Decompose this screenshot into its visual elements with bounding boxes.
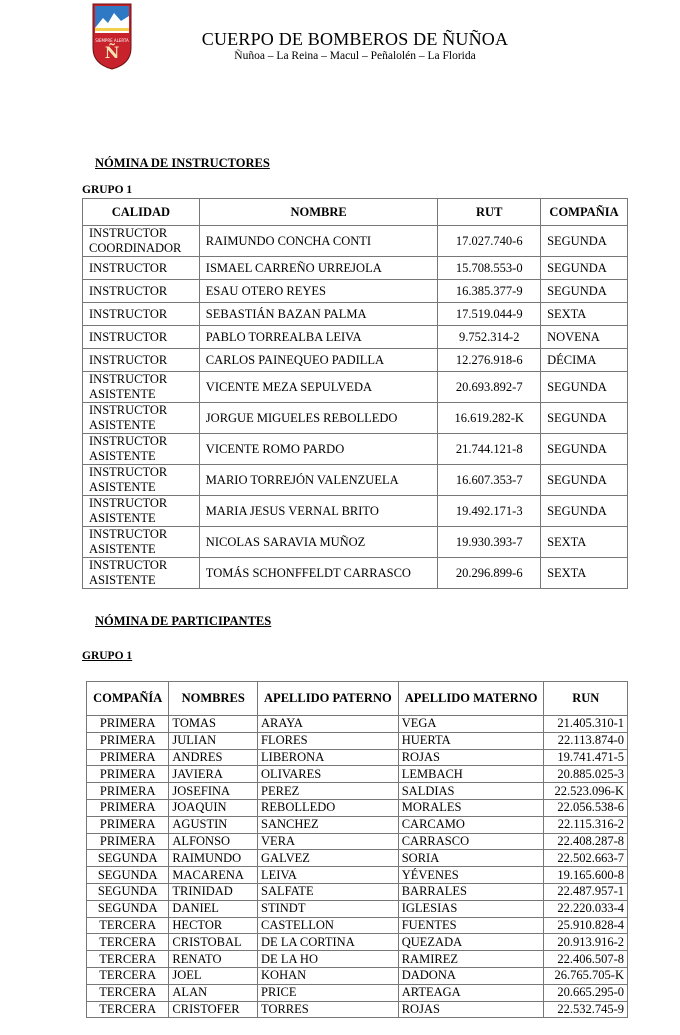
- column-header-rut: RUT: [438, 199, 541, 226]
- cell-nombres: JULIAN: [169, 732, 258, 749]
- cell-nombres: RAIMUNDO: [169, 850, 258, 867]
- cell-compania: SEXTA: [541, 558, 628, 589]
- cell-materno: HUERTA: [398, 732, 544, 749]
- table-row: [87, 716, 628, 733]
- cell-run: 22.502.663-7: [544, 850, 628, 867]
- table-row: [87, 867, 628, 884]
- cell-materno: SORIA: [398, 850, 544, 867]
- cell-compania: PRIMERA: [87, 783, 169, 800]
- cell-run: 20.885.025-3: [544, 766, 628, 783]
- cell-materno: ARTEAGA: [398, 984, 544, 1001]
- cell-paterno: GALVEZ: [258, 850, 399, 867]
- cell-compania: SEGUNDA: [541, 226, 628, 257]
- cell-rut: 16.619.282-K: [438, 403, 541, 434]
- cell-materno: SALDIAS: [398, 783, 544, 800]
- cell-rut: 17.519.044-9: [438, 303, 541, 326]
- column-header-run: RUN: [544, 682, 628, 716]
- cell-compania: SEGUNDA: [541, 496, 628, 527]
- table-row: [87, 900, 628, 917]
- cell-compania: NOVENA: [541, 326, 628, 349]
- table-row: [87, 951, 628, 968]
- cell-run: 19.165.600-8: [544, 867, 628, 884]
- table-row: [83, 465, 628, 496]
- cell-calidad: INSTRUCTOR ASISTENTE: [83, 403, 200, 434]
- column-header-nombre: NOMBRE: [199, 199, 438, 226]
- cell-nombre: NICOLAS SARAVIA MUÑOZ: [199, 527, 438, 558]
- cell-run: 22.115.316-2: [544, 816, 628, 833]
- cell-calidad: INSTRUCTOR: [83, 326, 200, 349]
- participants-heading: NÓMINA DE PARTICIPANTES: [95, 614, 272, 628]
- table-row: [87, 850, 628, 867]
- cell-nombres: JOSEFINA: [169, 783, 258, 800]
- cell-nombres: MACARENA: [169, 867, 258, 884]
- cell-nombres: ALFONSO: [169, 833, 258, 850]
- cell-compania: SEGUNDA: [541, 403, 628, 434]
- cell-run: 19.741.471-5: [544, 749, 628, 766]
- cell-paterno: LIBERONA: [258, 749, 399, 766]
- column-header-calidad: CALIDAD: [83, 199, 200, 226]
- cell-materno: CARRASCO: [398, 833, 544, 850]
- cell-run: 21.405.310-1: [544, 716, 628, 733]
- cell-run: 22.406.507-8: [544, 951, 628, 968]
- cell-compania: SEXTA: [541, 527, 628, 558]
- cell-nombre: SEBASTIÁN BAZAN PALMA: [199, 303, 438, 326]
- instructors-group-label: GRUPO 1: [82, 184, 133, 196]
- column-header-compania: COMPAÑIA: [541, 199, 628, 226]
- cell-materno: QUEZADA: [398, 934, 544, 951]
- table-header-row: [87, 682, 628, 716]
- cell-calidad: INSTRUCTOR COORDINADOR: [83, 226, 200, 257]
- cell-nombres: AGUSTIN: [169, 816, 258, 833]
- table-row: [83, 372, 628, 403]
- cell-materno: LEMBACH: [398, 766, 544, 783]
- cell-run: 22.056.538-6: [544, 799, 628, 816]
- cell-rut: 16.607.353-7: [438, 465, 541, 496]
- cell-compania: SEGUNDA: [87, 883, 169, 900]
- cell-paterno: REBOLLEDO: [258, 799, 399, 816]
- table-row: [87, 749, 628, 766]
- cell-paterno: PRICE: [258, 984, 399, 1001]
- cell-compania: SEGUNDA: [541, 434, 628, 465]
- table-row: [83, 403, 628, 434]
- table-row: [83, 257, 628, 280]
- cell-rut: 9.752.314-2: [438, 326, 541, 349]
- cell-compania: PRIMERA: [87, 716, 169, 733]
- cell-paterno: SALFATE: [258, 883, 399, 900]
- table-row: [87, 799, 628, 816]
- cell-nombres: TRINIDAD: [169, 883, 258, 900]
- cell-run: 22.523.096-K: [544, 783, 628, 800]
- cell-run: 20.665.295-0: [544, 984, 628, 1001]
- cell-calidad: INSTRUCTOR ASISTENTE: [83, 558, 200, 589]
- cell-compania: SEGUNDA: [541, 465, 628, 496]
- table-row: [83, 434, 628, 465]
- cell-compania: TERCERA: [87, 951, 169, 968]
- table-row: [83, 558, 628, 589]
- cell-nombres: ALAN: [169, 984, 258, 1001]
- cell-run: 25.910.828-4: [544, 917, 628, 934]
- cell-nombre: JORGUE MIGUELES REBOLLEDO: [199, 403, 438, 434]
- cell-calidad: INSTRUCTOR ASISTENTE: [83, 372, 200, 403]
- page-title: CUERPO DE BOMBEROS DE ÑUÑOA: [201, 29, 509, 49]
- instructors-heading: NÓMINA DE INSTRUCTORES: [95, 156, 270, 170]
- cell-rut: 17.027.740-6: [438, 226, 541, 257]
- cell-paterno: KOHAN: [258, 967, 399, 984]
- svg-text:SIEMPRE ALERTA: SIEMPRE ALERTA: [95, 38, 129, 43]
- table-row: [87, 766, 628, 783]
- cell-compania: SEGUNDA: [87, 867, 169, 884]
- fire-department-shield-logo: [91, 0, 133, 70]
- cell-compania: SEGUNDA: [541, 257, 628, 280]
- cell-paterno: SANCHEZ: [258, 816, 399, 833]
- cell-paterno: OLIVARES: [258, 766, 399, 783]
- cell-nombre: ISMAEL CARREÑO URREJOLA: [199, 257, 438, 280]
- cell-calidad: INSTRUCTOR: [83, 349, 200, 372]
- table-row: [83, 326, 628, 349]
- cell-calidad: INSTRUCTOR: [83, 257, 200, 280]
- table-header-row: [83, 199, 628, 226]
- cell-paterno: ARAYA: [258, 716, 399, 733]
- cell-nombre: RAIMUNDO CONCHA CONTI: [199, 226, 438, 257]
- cell-nombres: TOMAS: [169, 716, 258, 733]
- participants-group-label: GRUPO 1: [82, 650, 133, 662]
- table-row: [87, 934, 628, 951]
- column-header-nombres: NOMBRES: [169, 682, 258, 716]
- cell-rut: 19.930.393-7: [438, 527, 541, 558]
- cell-rut: 20.693.892-7: [438, 372, 541, 403]
- cell-rut: 21.744.121-8: [438, 434, 541, 465]
- cell-compania: TERCERA: [87, 1001, 169, 1018]
- table-row: [87, 816, 628, 833]
- cell-run: 22.487.957-1: [544, 883, 628, 900]
- cell-materno: RAMIREZ: [398, 951, 544, 968]
- cell-paterno: STINDT: [258, 900, 399, 917]
- cell-materno: YÉVENES: [398, 867, 544, 884]
- cell-nombre: MARIO TORREJÓN VALENZUELA: [199, 465, 438, 496]
- cell-materno: DADONA: [398, 967, 544, 984]
- table-row: [87, 732, 628, 749]
- table-row: [87, 1001, 628, 1018]
- cell-nombres: HECTOR: [169, 917, 258, 934]
- cell-compania: TERCERA: [87, 934, 169, 951]
- cell-calidad: INSTRUCTOR: [83, 303, 200, 326]
- cell-rut: 16.385.377-9: [438, 280, 541, 303]
- cell-calidad: INSTRUCTOR ASISTENTE: [83, 527, 200, 558]
- cell-paterno: CASTELLON: [258, 917, 399, 934]
- cell-compania: TERCERA: [87, 984, 169, 1001]
- cell-rut: 15.708.553-0: [438, 257, 541, 280]
- table-row: [83, 349, 628, 372]
- cell-materno: ROJAS: [398, 749, 544, 766]
- cell-run: 26.765.705-K: [544, 967, 628, 984]
- cell-compania: PRIMERA: [87, 766, 169, 783]
- cell-rut: 20.296.899-6: [438, 558, 541, 589]
- cell-materno: FUENTES: [398, 917, 544, 934]
- cell-nombre: ESAU OTERO REYES: [199, 280, 438, 303]
- participants-table: [86, 681, 628, 1018]
- table-row: [83, 226, 628, 257]
- page-subtitle: Ñuñoa – La Reina – Macul – Peñalolén – La Florida: [234, 50, 476, 62]
- cell-materno: BARRALES: [398, 883, 544, 900]
- column-header-apellido-materno: APELLIDO MATERNO: [398, 682, 544, 716]
- cell-compania: SEGUNDA: [541, 280, 628, 303]
- cell-compania: SEXTA: [541, 303, 628, 326]
- cell-rut: 12.276.918-6: [438, 349, 541, 372]
- cell-paterno: TORRES: [258, 1001, 399, 1018]
- table-row: [83, 303, 628, 326]
- cell-nombre: VICENTE ROMO PARDO: [199, 434, 438, 465]
- cell-nombres: JAVIERA: [169, 766, 258, 783]
- cell-calidad: INSTRUCTOR: [83, 280, 200, 303]
- cell-run: 22.408.287-8: [544, 833, 628, 850]
- table-row: [87, 783, 628, 800]
- cell-calidad: INSTRUCTOR ASISTENTE: [83, 496, 200, 527]
- table-row: [83, 280, 628, 303]
- cell-compania: PRIMERA: [87, 732, 169, 749]
- cell-paterno: DE LA CORTINA: [258, 934, 399, 951]
- table-row: [87, 984, 628, 1001]
- cell-nombre: VICENTE MEZA SEPULVEDA: [199, 372, 438, 403]
- cell-paterno: LEIVA: [258, 867, 399, 884]
- cell-compania: SEGUNDA: [87, 850, 169, 867]
- cell-nombre: MARIA JESUS VERNAL BRITO: [199, 496, 438, 527]
- cell-compania: DÉCIMA: [541, 349, 628, 372]
- cell-nombre: CARLOS PAINEQUEO PADILLA: [199, 349, 438, 372]
- column-header-compania: COMPAÑÍA: [87, 682, 169, 716]
- cell-nombres: RENATO: [169, 951, 258, 968]
- cell-run: 20.913.916-2: [544, 934, 628, 951]
- cell-paterno: PEREZ: [258, 783, 399, 800]
- instructors-table: [82, 198, 628, 589]
- cell-nombres: JOEL: [169, 967, 258, 984]
- cell-paterno: DE LA HO: [258, 951, 399, 968]
- cell-run: 22.220.033-4: [544, 900, 628, 917]
- cell-nombre: TOMÁS SCHONFFELDT CARRASCO: [199, 558, 438, 589]
- cell-compania: PRIMERA: [87, 799, 169, 816]
- cell-nombres: CRISTOFER: [169, 1001, 258, 1018]
- cell-nombres: CRISTOBAL: [169, 934, 258, 951]
- table-row: [83, 527, 628, 558]
- table-row: [83, 496, 628, 527]
- cell-run: 22.113.874-0: [544, 732, 628, 749]
- svg-text:Ñ: Ñ: [104, 43, 120, 62]
- cell-nombres: JOAQUIN: [169, 799, 258, 816]
- table-row: [87, 833, 628, 850]
- cell-compania: TERCERA: [87, 967, 169, 984]
- cell-nombres: DANIEL: [169, 900, 258, 917]
- cell-run: 22.532.745-9: [544, 1001, 628, 1018]
- cell-compania: SEGUNDA: [87, 900, 169, 917]
- cell-materno: VEGA: [398, 716, 544, 733]
- column-header-apellido-paterno: APELLIDO PATERNO: [258, 682, 399, 716]
- cell-materno: ROJAS: [398, 1001, 544, 1018]
- cell-paterno: FLORES: [258, 732, 399, 749]
- table-row: [87, 917, 628, 934]
- cell-calidad: INSTRUCTOR ASISTENTE: [83, 465, 200, 496]
- cell-nombre: PABLO TORREALBA LEIVA: [199, 326, 438, 349]
- cell-calidad: INSTRUCTOR ASISTENTE: [83, 434, 200, 465]
- cell-compania: TERCERA: [87, 917, 169, 934]
- cell-materno: IGLESIAS: [398, 900, 544, 917]
- cell-nombres: ANDRES: [169, 749, 258, 766]
- cell-rut: 19.492.171-3: [438, 496, 541, 527]
- cell-compania: PRIMERA: [87, 816, 169, 833]
- cell-materno: CARCAMO: [398, 816, 544, 833]
- cell-paterno: VERA: [258, 833, 399, 850]
- table-row: [87, 883, 628, 900]
- cell-compania: PRIMERA: [87, 749, 169, 766]
- cell-materno: MORALES: [398, 799, 544, 816]
- table-row: [87, 967, 628, 984]
- cell-compania: SEGUNDA: [541, 372, 628, 403]
- cell-compania: PRIMERA: [87, 833, 169, 850]
